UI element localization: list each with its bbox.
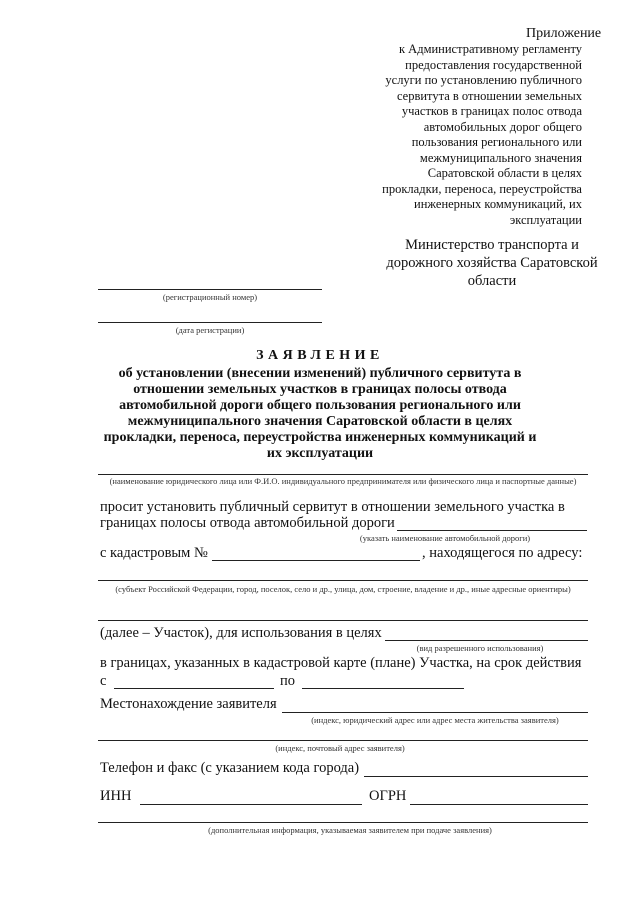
postal-address-field[interactable] bbox=[98, 740, 588, 741]
phone-label: Телефон и факс (с указанием кода города) bbox=[100, 760, 360, 776]
term-from-field[interactable] bbox=[114, 688, 274, 689]
cadastral-number-field[interactable] bbox=[212, 560, 420, 561]
address-caption: (субъект Российской Федерации, город, поселок, село и др., улица, дом, строение, владение и др., иные адресные ориентиры) bbox=[115, 584, 571, 594]
applicant-name-field[interactable] bbox=[98, 474, 588, 475]
term-to-field[interactable] bbox=[302, 688, 464, 689]
location-caption: (индекс, юридический адрес или адрес места жительства заявителя) bbox=[311, 715, 559, 725]
additional-info-caption: (дополнительная информация, указываемая заявителем при подаче заявления) bbox=[208, 825, 492, 835]
inn-label: ИНН bbox=[100, 788, 132, 804]
applicant-name-caption: (наименование юридического лица или Ф.И.О. индивидуального предпринимателя или физического лица и паспортные данные) bbox=[109, 476, 577, 486]
statement-subheading: об установлении (внесении изменений) публичного сервитута в отношении земельных участков в границах полосы отвода автомобильной дороги общего пользования регионального или межмуниципального значения Саратовской области в целях прокладки, переноса, переустройства инженерных коммуникаций и их эксплуатации bbox=[103, 366, 537, 461]
purpose-text: (далее – Участок), для использования в целях bbox=[100, 625, 382, 641]
address-field[interactable] bbox=[98, 580, 588, 581]
appendix-reference: к Административному регламенту предоставления государственной услуги по установлению публичного сервитута в отношении земельных участков в границах полос отвода автомобильных дорог общего пользования регионального или межмуниципального значения Саратовской области в целях прокладки, переноса, переустройства инженерных коммуникаций, их эксплуатации bbox=[382, 42, 582, 227]
location-field[interactable] bbox=[282, 712, 588, 713]
term-from-label: с bbox=[100, 673, 107, 689]
ogrn-field[interactable] bbox=[410, 804, 588, 805]
statement-heading: ЗАЯВЛЕНИЕ bbox=[256, 348, 384, 363]
address-field-continued[interactable] bbox=[98, 620, 588, 621]
additional-info-field[interactable] bbox=[98, 822, 588, 823]
phone-field[interactable] bbox=[364, 776, 588, 777]
postal-address-caption: (индекс, почтовый адрес заявителя) bbox=[275, 743, 405, 753]
registration-number-caption: (регистрационный номер) bbox=[162, 292, 258, 302]
request-line-2: границах полосы отвода автомобильной дороги bbox=[100, 515, 395, 531]
request-line-1: просит установить публичный сервитут в отношении земельного участка в bbox=[100, 499, 565, 515]
purpose-field[interactable] bbox=[385, 640, 588, 641]
statement-title bbox=[96, 348, 544, 462]
ogrn-label: ОГРН bbox=[369, 788, 407, 804]
term-text: в границах, указанных в кадастровой карте (плане) Участка, на срок действия bbox=[100, 655, 582, 671]
purpose-caption: (вид разрешенного использования) bbox=[416, 643, 544, 653]
cadastral-prefix: с кадастровым № bbox=[100, 545, 208, 561]
registration-date-field[interactable] bbox=[98, 322, 322, 323]
cadastral-suffix: , находящегося по адресу: bbox=[422, 545, 583, 561]
appendix-title: Приложение bbox=[526, 26, 602, 41]
ministry-name: Министерство транспорта и дорожного хозяйства Саратовской области bbox=[386, 237, 598, 289]
registration-date-caption: (дата регистрации) bbox=[175, 325, 245, 335]
registration-number-field[interactable] bbox=[98, 289, 322, 290]
road-name-caption: (указать наименование автомобильной дороги) bbox=[359, 533, 531, 543]
location-label: Местонахождение заявителя bbox=[100, 696, 277, 712]
inn-field[interactable] bbox=[140, 804, 362, 805]
road-name-field[interactable] bbox=[397, 530, 587, 531]
term-to-label: по bbox=[280, 673, 296, 689]
